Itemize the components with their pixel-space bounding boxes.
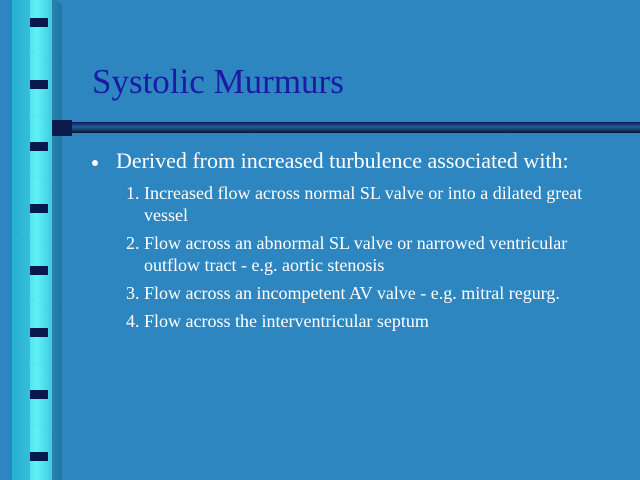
ribbon-edge xyxy=(52,247,62,314)
ribbon-edge xyxy=(52,0,62,66)
list-item-number: 3. xyxy=(126,283,140,303)
list-item xyxy=(126,310,632,332)
ribbon-edge xyxy=(52,185,62,252)
ribbon-notch xyxy=(30,452,48,461)
list-item xyxy=(126,232,632,276)
list-item-text: Increased flow across normal SL valve or into a dilated great vessel xyxy=(144,183,583,225)
ribbon-notch xyxy=(30,204,48,213)
numbered-list xyxy=(92,182,632,332)
list-item-text: Flow across the interventricular septum xyxy=(144,311,429,331)
list-item xyxy=(126,182,632,226)
slide-title: Systolic Murmurs xyxy=(92,62,344,101)
bullet-dot-icon xyxy=(92,160,98,166)
list-item-number: 4. xyxy=(126,311,140,331)
ribbon-edge xyxy=(52,309,62,376)
list-item-number: 2. xyxy=(126,233,140,253)
ribbon-notch xyxy=(30,18,48,27)
decorative-ribbon xyxy=(0,0,70,480)
bullet-point xyxy=(92,148,632,174)
bullet-text: Derived from increased turbulence associated with: xyxy=(116,148,569,173)
ribbon-notch xyxy=(30,266,48,275)
ribbon-notch xyxy=(30,142,48,151)
ribbon-notch xyxy=(30,328,48,337)
ribbon-edge xyxy=(52,61,62,128)
ribbon-notch xyxy=(30,390,48,399)
list-item xyxy=(126,282,632,304)
ribbon-shade xyxy=(12,42,30,113)
ribbon-shade xyxy=(12,104,30,175)
list-item-text: Flow across an incompetent AV valve - e.g. mitral regurg. xyxy=(144,283,560,303)
ribbon-shade xyxy=(12,352,30,423)
list-item-text: Flow across an abnormal SL valve or narrowed ventricular outflow tract - e.g. aortic stenosis xyxy=(144,233,568,275)
ribbon-edge xyxy=(52,371,62,438)
list-item-number: 1. xyxy=(126,183,140,203)
slide-content xyxy=(92,148,632,338)
ribbon-shade xyxy=(12,290,30,361)
ribbon-shade xyxy=(12,414,30,480)
ribbon-shade xyxy=(12,166,30,237)
ribbon-shade xyxy=(12,228,30,299)
title-divider-bar xyxy=(52,120,640,136)
ribbon-edge xyxy=(52,433,62,480)
ribbon-notch xyxy=(30,80,48,89)
